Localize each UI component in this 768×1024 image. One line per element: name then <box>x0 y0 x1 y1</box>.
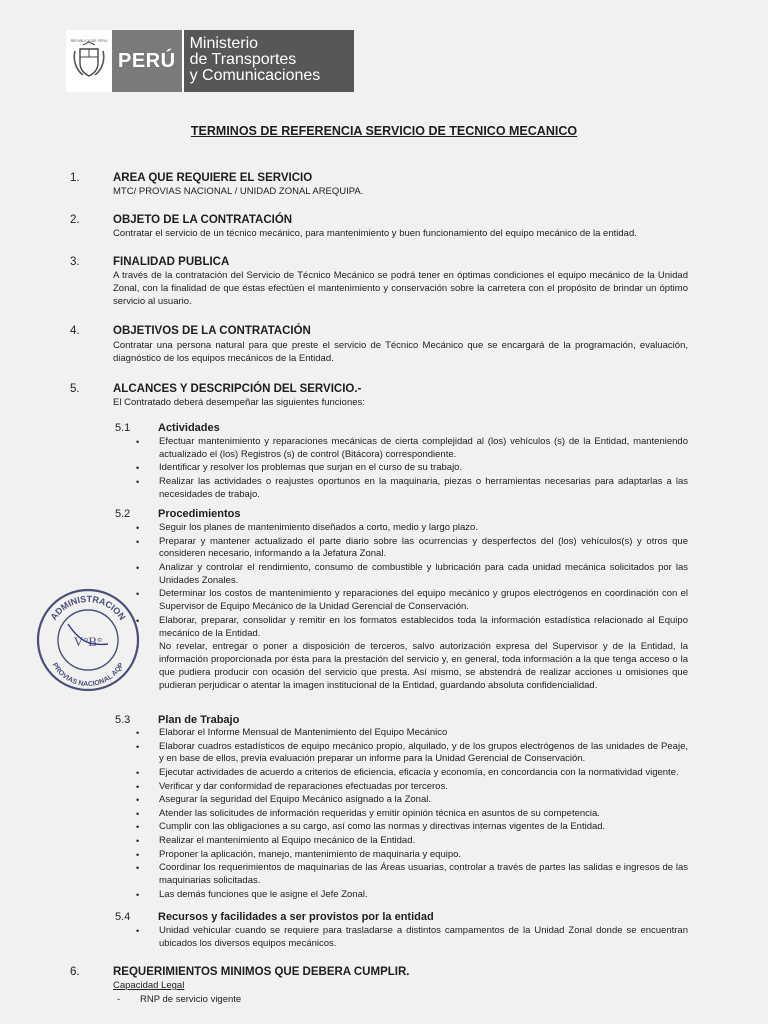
section-heading: ALCANCES Y DESCRIPCIÓN DEL SERVICIO.- <box>113 383 362 395</box>
bullet-icon: • <box>136 795 140 806</box>
bullet-icon: • <box>136 926 140 936</box>
stamp-bottom-text: PROVIAS NACIONAL AQP <box>50 661 126 689</box>
list-item-text: Elaborar el Informe Mensual de Mantenimiento del Equipo Mecánico <box>159 727 448 738</box>
svg-text:PROVIAS NACIONAL AQP <box>51 662 126 688</box>
bullet-icon: • <box>136 889 140 900</box>
dash-marker: - <box>117 994 121 1005</box>
subsection-heading: Recursos y facilidades a ser provistos por la entidad <box>158 911 434 923</box>
requirement-item: RNP de servicio vigente <box>140 994 242 1005</box>
list-item <box>130 615 688 641</box>
section-heading: OBJETO DE LA CONTRATACIÓN <box>113 214 293 226</box>
stamp-top-text: ADMINISTRACION <box>48 593 128 622</box>
bullet-icon: • <box>136 615 140 626</box>
bullet-icon: • <box>136 781 140 792</box>
section-heading: AREA QUE REQUIERE EL SERVICIO <box>113 172 313 184</box>
bullet-icon: • <box>136 863 140 874</box>
list-item-text: Seguir los planes de mantenimiento diseñados a corto, medio y largo plazo. <box>159 522 478 533</box>
bullet-icon: • <box>136 728 140 738</box>
list-item-text: Preparar y mantener actualizado el parte diario sobre las ocurrencias y desperfectos del (los) vehículos(s) y otros que consideren necesario, informando a la Jefatura Zonal. <box>159 535 688 560</box>
bullet-list <box>130 925 688 951</box>
list-item <box>130 641 688 692</box>
capacity-label: Capacidad Legal <box>113 980 185 991</box>
section-heading: FINALIDAD PUBLICA <box>113 256 230 268</box>
list-item-text: Ejecutar actividades de acuerdo a criterios de eficiencia, eficacia y economía, en concordancia con la normatividad vigente. <box>159 766 679 778</box>
list-item <box>130 889 688 902</box>
section-text: MTC/ PROVIAS NACIONAL / UNIDAD ZONAL AREQUIPA. <box>113 186 364 197</box>
list-item-text: Las demás funciones que le asigne el Jefe Zonal. <box>159 888 368 900</box>
subsection-number: 5.4 <box>115 911 131 923</box>
bullet-list <box>130 522 688 693</box>
ministry-name <box>184 30 354 92</box>
ministry-line: Ministerio <box>189 35 259 52</box>
ministry-line: de Transportes <box>189 51 297 68</box>
list-item <box>130 476 688 502</box>
subsection-heading: Actividades <box>158 422 220 434</box>
list-item <box>130 741 688 767</box>
bullet-icon: • <box>136 562 140 573</box>
list-item-text: Elaborar cuadros estadísticos de equipo mecánico propio, alquilado, y de los grupos electrógenos de las unidades de Peaje, y en base de ellos, previa evaluación preparar un informe para la Unidad Gerencial de Conservación. <box>159 740 688 765</box>
list-item <box>130 808 688 821</box>
ministry-line: y Comunicaciones <box>189 67 321 84</box>
bullet-list <box>130 727 688 902</box>
subsection-number: 5.3 <box>115 714 131 726</box>
list-item <box>130 588 688 614</box>
list-item <box>130 522 688 535</box>
list-item <box>130 767 688 780</box>
bullet-icon: • <box>136 523 140 533</box>
section-number: 3. <box>70 256 80 268</box>
list-item-text: Unidad vehicular cuando se requiere para trasladarse a distintos campamentos de la Unidad Zonal donde se encuentran ubicados los diversos equipos mecánicos. <box>159 925 688 949</box>
coat-of-arms-icon <box>66 30 112 92</box>
subsection-number: 5.1 <box>115 422 131 434</box>
list-item <box>130 835 688 848</box>
ministry-logo <box>66 30 354 92</box>
list-item-text: Cumplir con las obligaciones a su cargo, así como las normas y directivas internas vigentes de la Entidad. <box>159 821 606 833</box>
list-item-text: Asegurar la seguridad del Equipo Mecánico asignado a la Zonal. <box>159 794 431 806</box>
list-item-text: Realizar el mantenimiento al Equipo mecánico de la Entidad. <box>159 834 416 846</box>
list-item-text: Atender las solicitudes de información requeridas y emitir opinión técnica en asuntos de su competencia. <box>159 807 600 819</box>
subsection-heading: Procedimientos <box>158 508 241 520</box>
bullet-icon: • <box>136 835 140 846</box>
country-label: PERÚ <box>112 30 184 92</box>
list-item <box>130 727 688 740</box>
section-text: El Contratado deberá desempeñar las siguientes funciones: <box>113 397 365 408</box>
list-item-text: Coordinar los requerimientos de maquinarias de las Áreas usuarias, controlar a través de partes las salidas e ingresos de las maquinarias solicitadas. <box>159 862 688 886</box>
list-item <box>130 562 688 588</box>
list-item <box>130 794 688 807</box>
section-number: 4. <box>70 325 80 337</box>
bullet-icon: • <box>136 463 140 474</box>
section-text: A través de la contratación del Servicio de Técnico Mecánico se podrá tener en óptimas condiciones el equipo mecánico de la Unidad Zonal, con la finalidad de que éstas efectúen el mantenimiento y conservación sobre la carretera con el propósito de brindar un óptimo servicio al usuario. <box>113 270 688 307</box>
svg-text:REPUBLICA DEL PERU: REPUBLICA DEL PERU <box>70 39 108 43</box>
bullet-icon: • <box>136 589 140 600</box>
section-number: 5. <box>70 383 80 395</box>
bullet-icon: • <box>136 767 140 778</box>
list-item <box>130 436 688 462</box>
bullet-icon: • <box>136 476 140 487</box>
approval-stamp <box>34 586 142 694</box>
list-item <box>130 925 688 951</box>
bullet-icon: • <box>136 642 140 653</box>
bullet-icon: • <box>136 822 140 833</box>
bullet-icon: • <box>136 437 140 447</box>
list-item-text: Proponer la aplicación, manejo, mantenimiento de maquinaria y equipo. <box>159 848 462 860</box>
list-item <box>130 849 688 862</box>
list-item-text: Realizar las actividades o reajustes oportunos en la maquinaria, piezas o herramientas necesarias para adaptarlas a las necesidades de trabajo. <box>159 475 688 500</box>
section-number: 6. <box>70 966 80 978</box>
list-item <box>130 781 688 794</box>
section-number: 1. <box>70 172 80 184</box>
section-heading: OBJETIVOS DE LA CONTRATACIÓN <box>113 325 311 337</box>
list-item-text: Efectuar mantenimiento y reparaciones mecánicas de cierta complejidad al (los) vehículos (s) de la Entidad, manteniendo actualizado el (los) Registros (s) de control (Bitácora) correspondiente. <box>159 436 688 460</box>
stamp-center-text: V°B° <box>73 634 103 649</box>
list-item-text: Analizar y controlar el rendimiento, consumo de combustible y lubricación para cada unidad mecánica solicitados por las Unidades Zonales. <box>159 561 688 586</box>
list-item <box>130 536 688 562</box>
section-text: Contratar una persona natural para que preste el servicio de Técnico Mecánico que se encargará de la programación, evaluación, diagnóstico de los equipos mecánicos de la Entidad. <box>113 340 688 364</box>
section-heading: REQUERIMIENTOS MINIMOS QUE DEBERA CUMPLIR. <box>113 966 410 978</box>
list-item <box>130 821 688 834</box>
document-title: TERMINOS DE REFERENCIA SERVICIO DE TECNICO MECANICO <box>190 124 578 138</box>
bullet-icon: • <box>136 741 140 752</box>
bullet-icon: • <box>136 849 140 860</box>
list-item-text: No revelar, entregar o poner a disposición de terceros, salvo autorización expresa del Supervisor y de la Entidad, la información proporcionada por ésta para la prestación del servicio y, en general, toda información a la que tenga acceso o la que pudiera producir con ocasión del servicio que presta. Así mismo, se abstendrá de realizar acciones u omisiones que pudieran perjudicar o atentar la imagen institucional de la Entidad, guardando absoluta confidencialidad. <box>159 641 688 691</box>
bullet-icon: • <box>136 536 140 547</box>
list-item-text: Identificar y resolver los problemas que surjan en el curso de su trabajo. <box>159 462 463 474</box>
section-number: 2. <box>70 214 80 226</box>
subsection-number: 5.2 <box>115 508 131 520</box>
list-item <box>130 462 688 475</box>
list-item <box>130 862 688 888</box>
bullet-icon: • <box>136 808 140 819</box>
section-text: Contratar el servicio de un técnico mecánico, para mantenimiento y buen funcionamiento del equipo mecánico de la entidad. <box>113 228 637 239</box>
subsection-heading: Plan de Trabajo <box>158 714 240 726</box>
list-item-text: Determinar los costos de mantenimiento y reparaciones del equipo mecánico y grupos electrógenos en coordinación con el Supervisor de Equipo Mecánico de la Unidad Gerencial de Conservación. <box>159 588 688 613</box>
list-item-text: Verificar y dar conformidad de reparaciones efectuadas por terceros. <box>159 780 448 792</box>
list-item-text: Elaborar, preparar, consolidar y remitir en los formatos establecidos toda la información estadística relacionado al Equipo mecánico de la Entidad. <box>159 614 688 639</box>
bullet-list <box>130 436 688 502</box>
